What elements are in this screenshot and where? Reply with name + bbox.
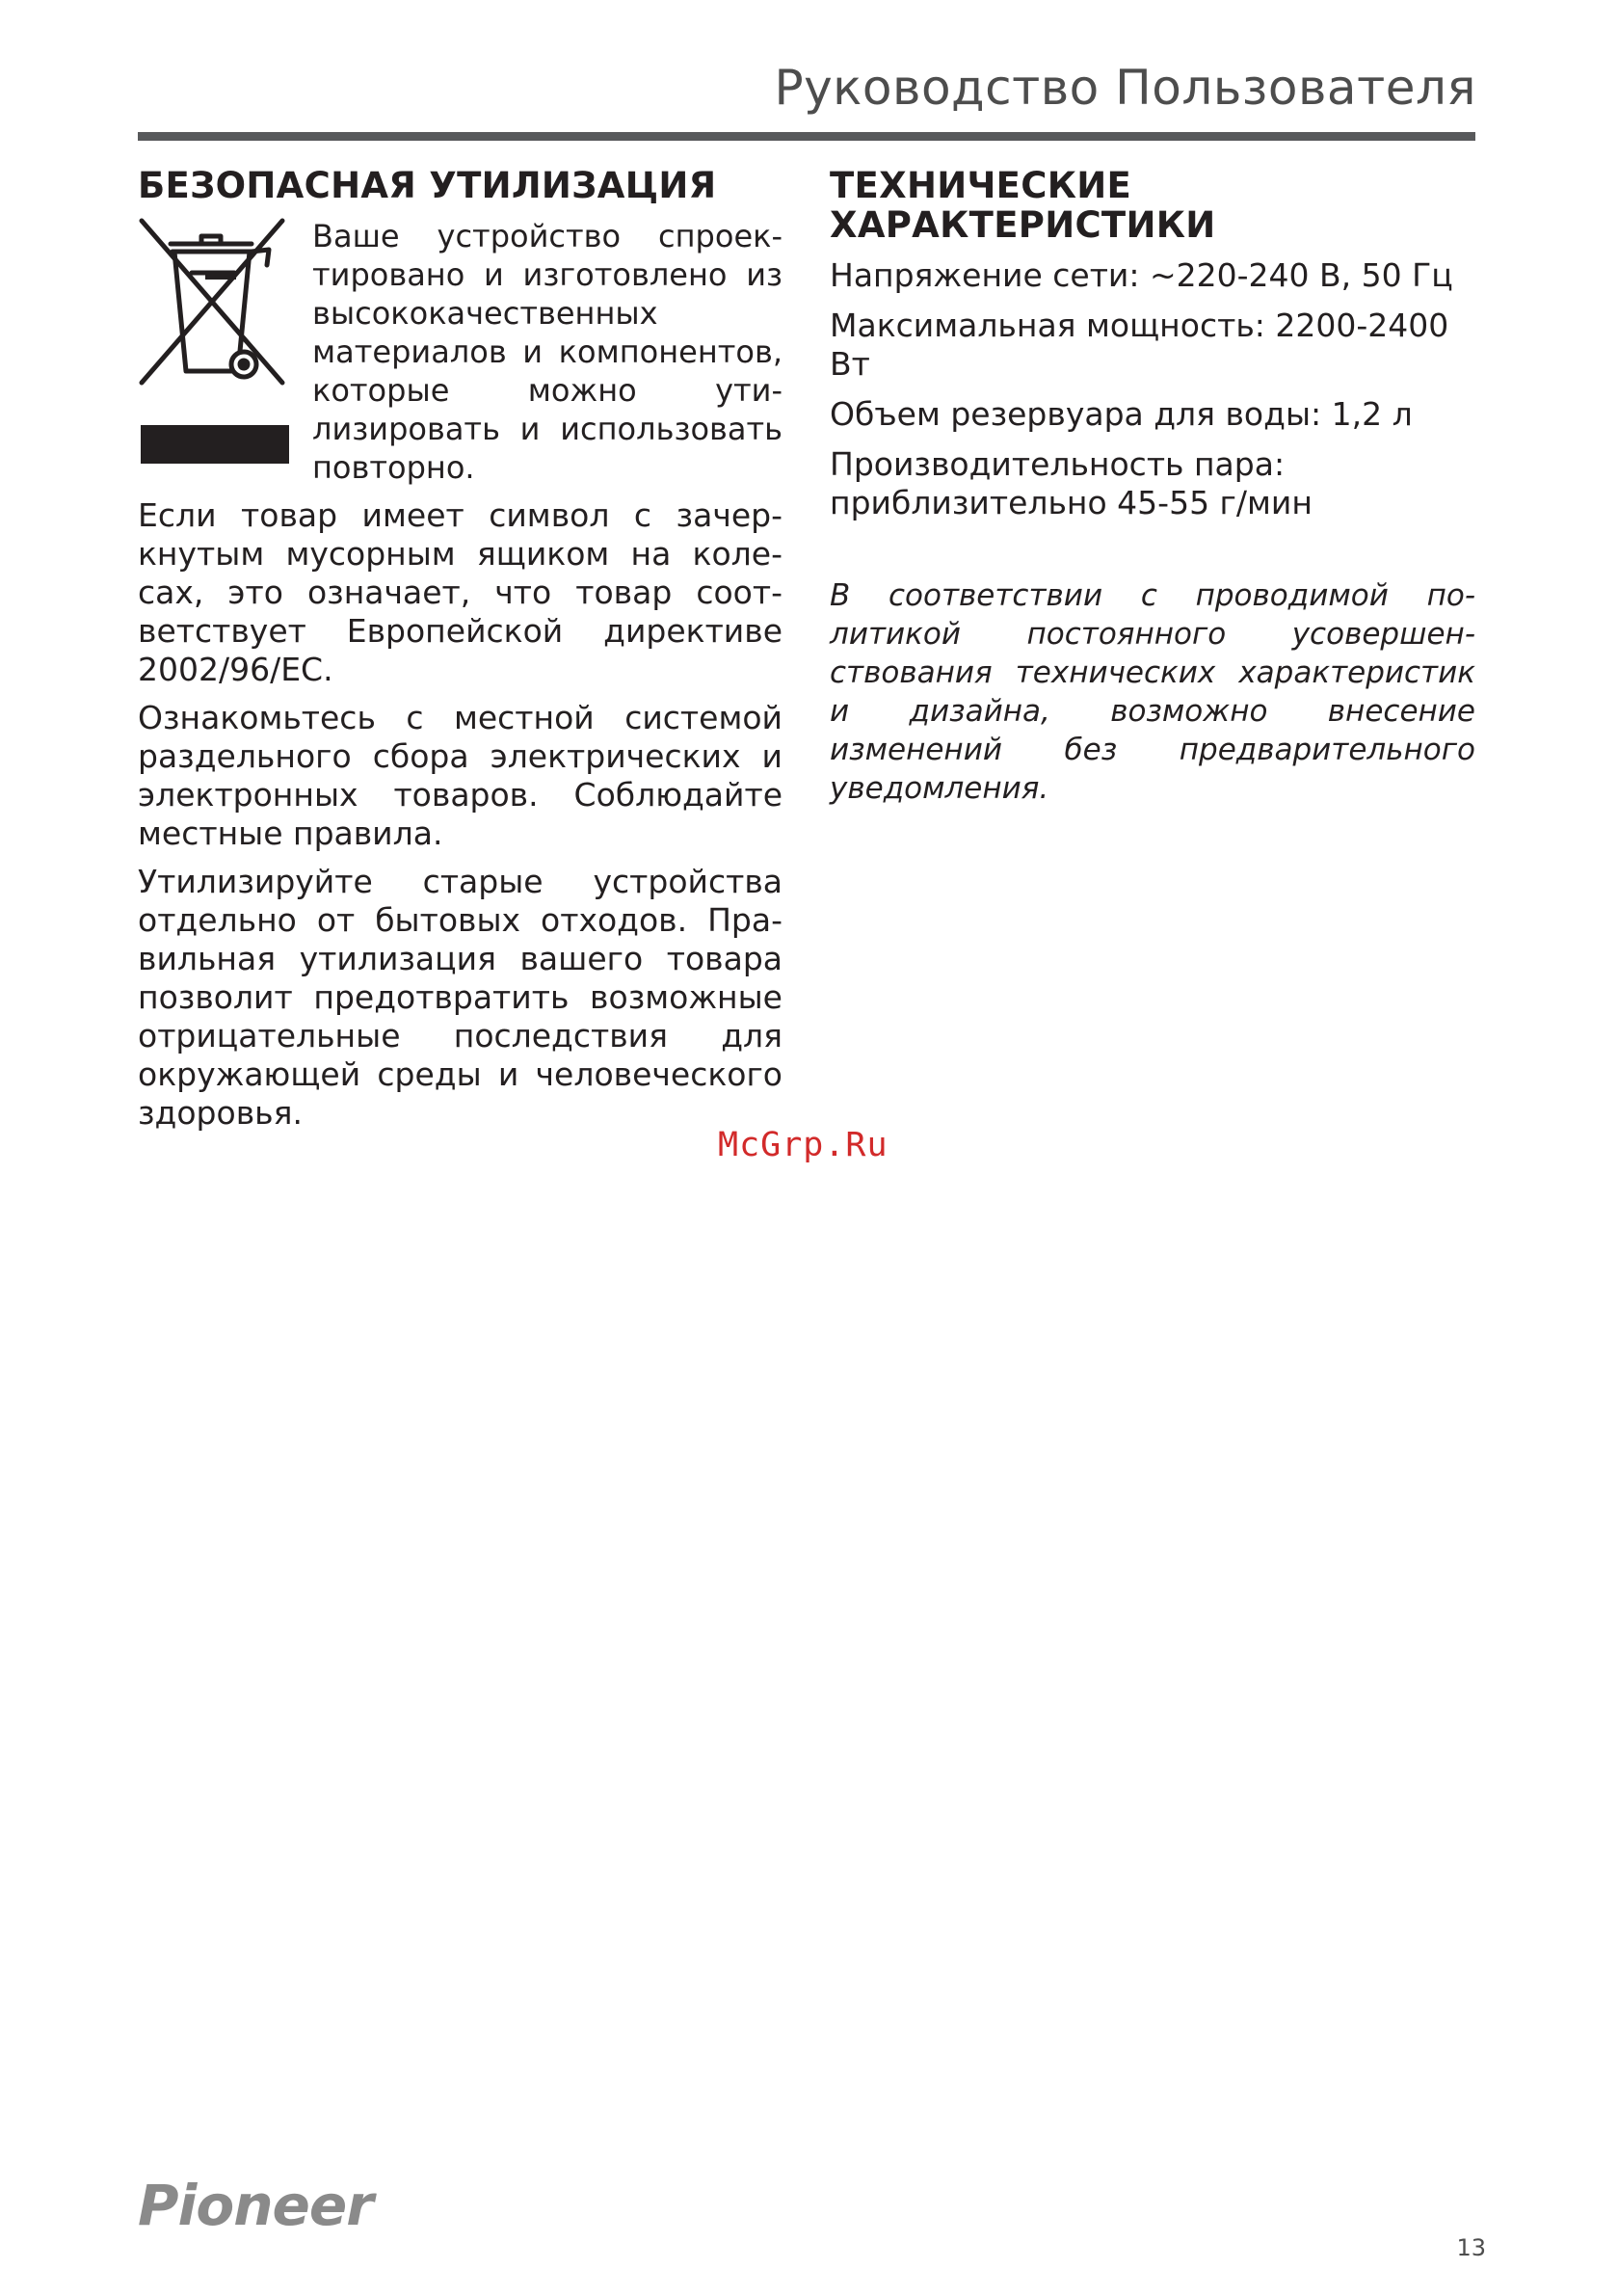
- specs-heading: ТЕХНИЧЕСКИЕ ХАРАКТЕРИСТИКИ: [830, 165, 1216, 246]
- specs-change-notice: В соответствии с проводимой политикой постоянного усовершенствования технических характеристик и дизайна, возможно внесение изменений без предварительного уведомления.: [830, 578, 1475, 806]
- page-header-title: Руководство Пользователя: [774, 60, 1476, 116]
- disposal-paragraph: Если товар имеет символ с зачеркнутым мусорным ящиком на колесах, это означает, что товар соответствует Европейской директиве 2002/96/EC.: [138, 496, 782, 688]
- spec-tank-volume: Объем резервуара для воды: 1,2 л: [830, 395, 1413, 433]
- disposal-intro-text: Ваше устройство спроектировано и изготовлено из высококачественных материалов и компонентов, которые можно утилизировать и использовать повторно.: [312, 218, 782, 486]
- disposal-intro: [138, 217, 782, 487]
- header-divider: [138, 132, 1475, 141]
- disposal-section: [138, 166, 782, 1142]
- crossed-out-wheelie-bin-icon: [138, 217, 289, 390]
- disposal-paragraph: Ознакомьтесь с местной системой раздельного сбора электрических и электронных товаров. Соблюдайте местные правила.: [138, 699, 782, 852]
- specs-section: [830, 166, 1475, 808]
- spec-power: Максимальная мощность: 2200-2400 Вт: [830, 307, 1449, 383]
- spec-voltage: Напряжение сети: ~220-240 В, 50 Гц: [830, 256, 1453, 294]
- weee-symbol: [138, 217, 289, 487]
- brand-logo: Pioneer: [138, 2173, 373, 2238]
- weee-underline-bar: [141, 425, 289, 464]
- disposal-paragraph: Утилизируйте старые устройства отдельно от бытовых отходов. Правильная утилизация вашего товара позволит предотвратить возможные отрицательные последствия для окружающей среды и человеческого здоровья.: [138, 863, 782, 1132]
- disposal-heading: БЕЗОПАСНАЯ УТИЛИЗАЦИЯ: [138, 165, 717, 206]
- watermark: McGrp.Ru: [718, 1126, 889, 1164]
- spec-steam-output: Производительность пара: приблизительно 45-55 г/мин: [830, 445, 1313, 521]
- page-number: 13: [1456, 2234, 1486, 2261]
